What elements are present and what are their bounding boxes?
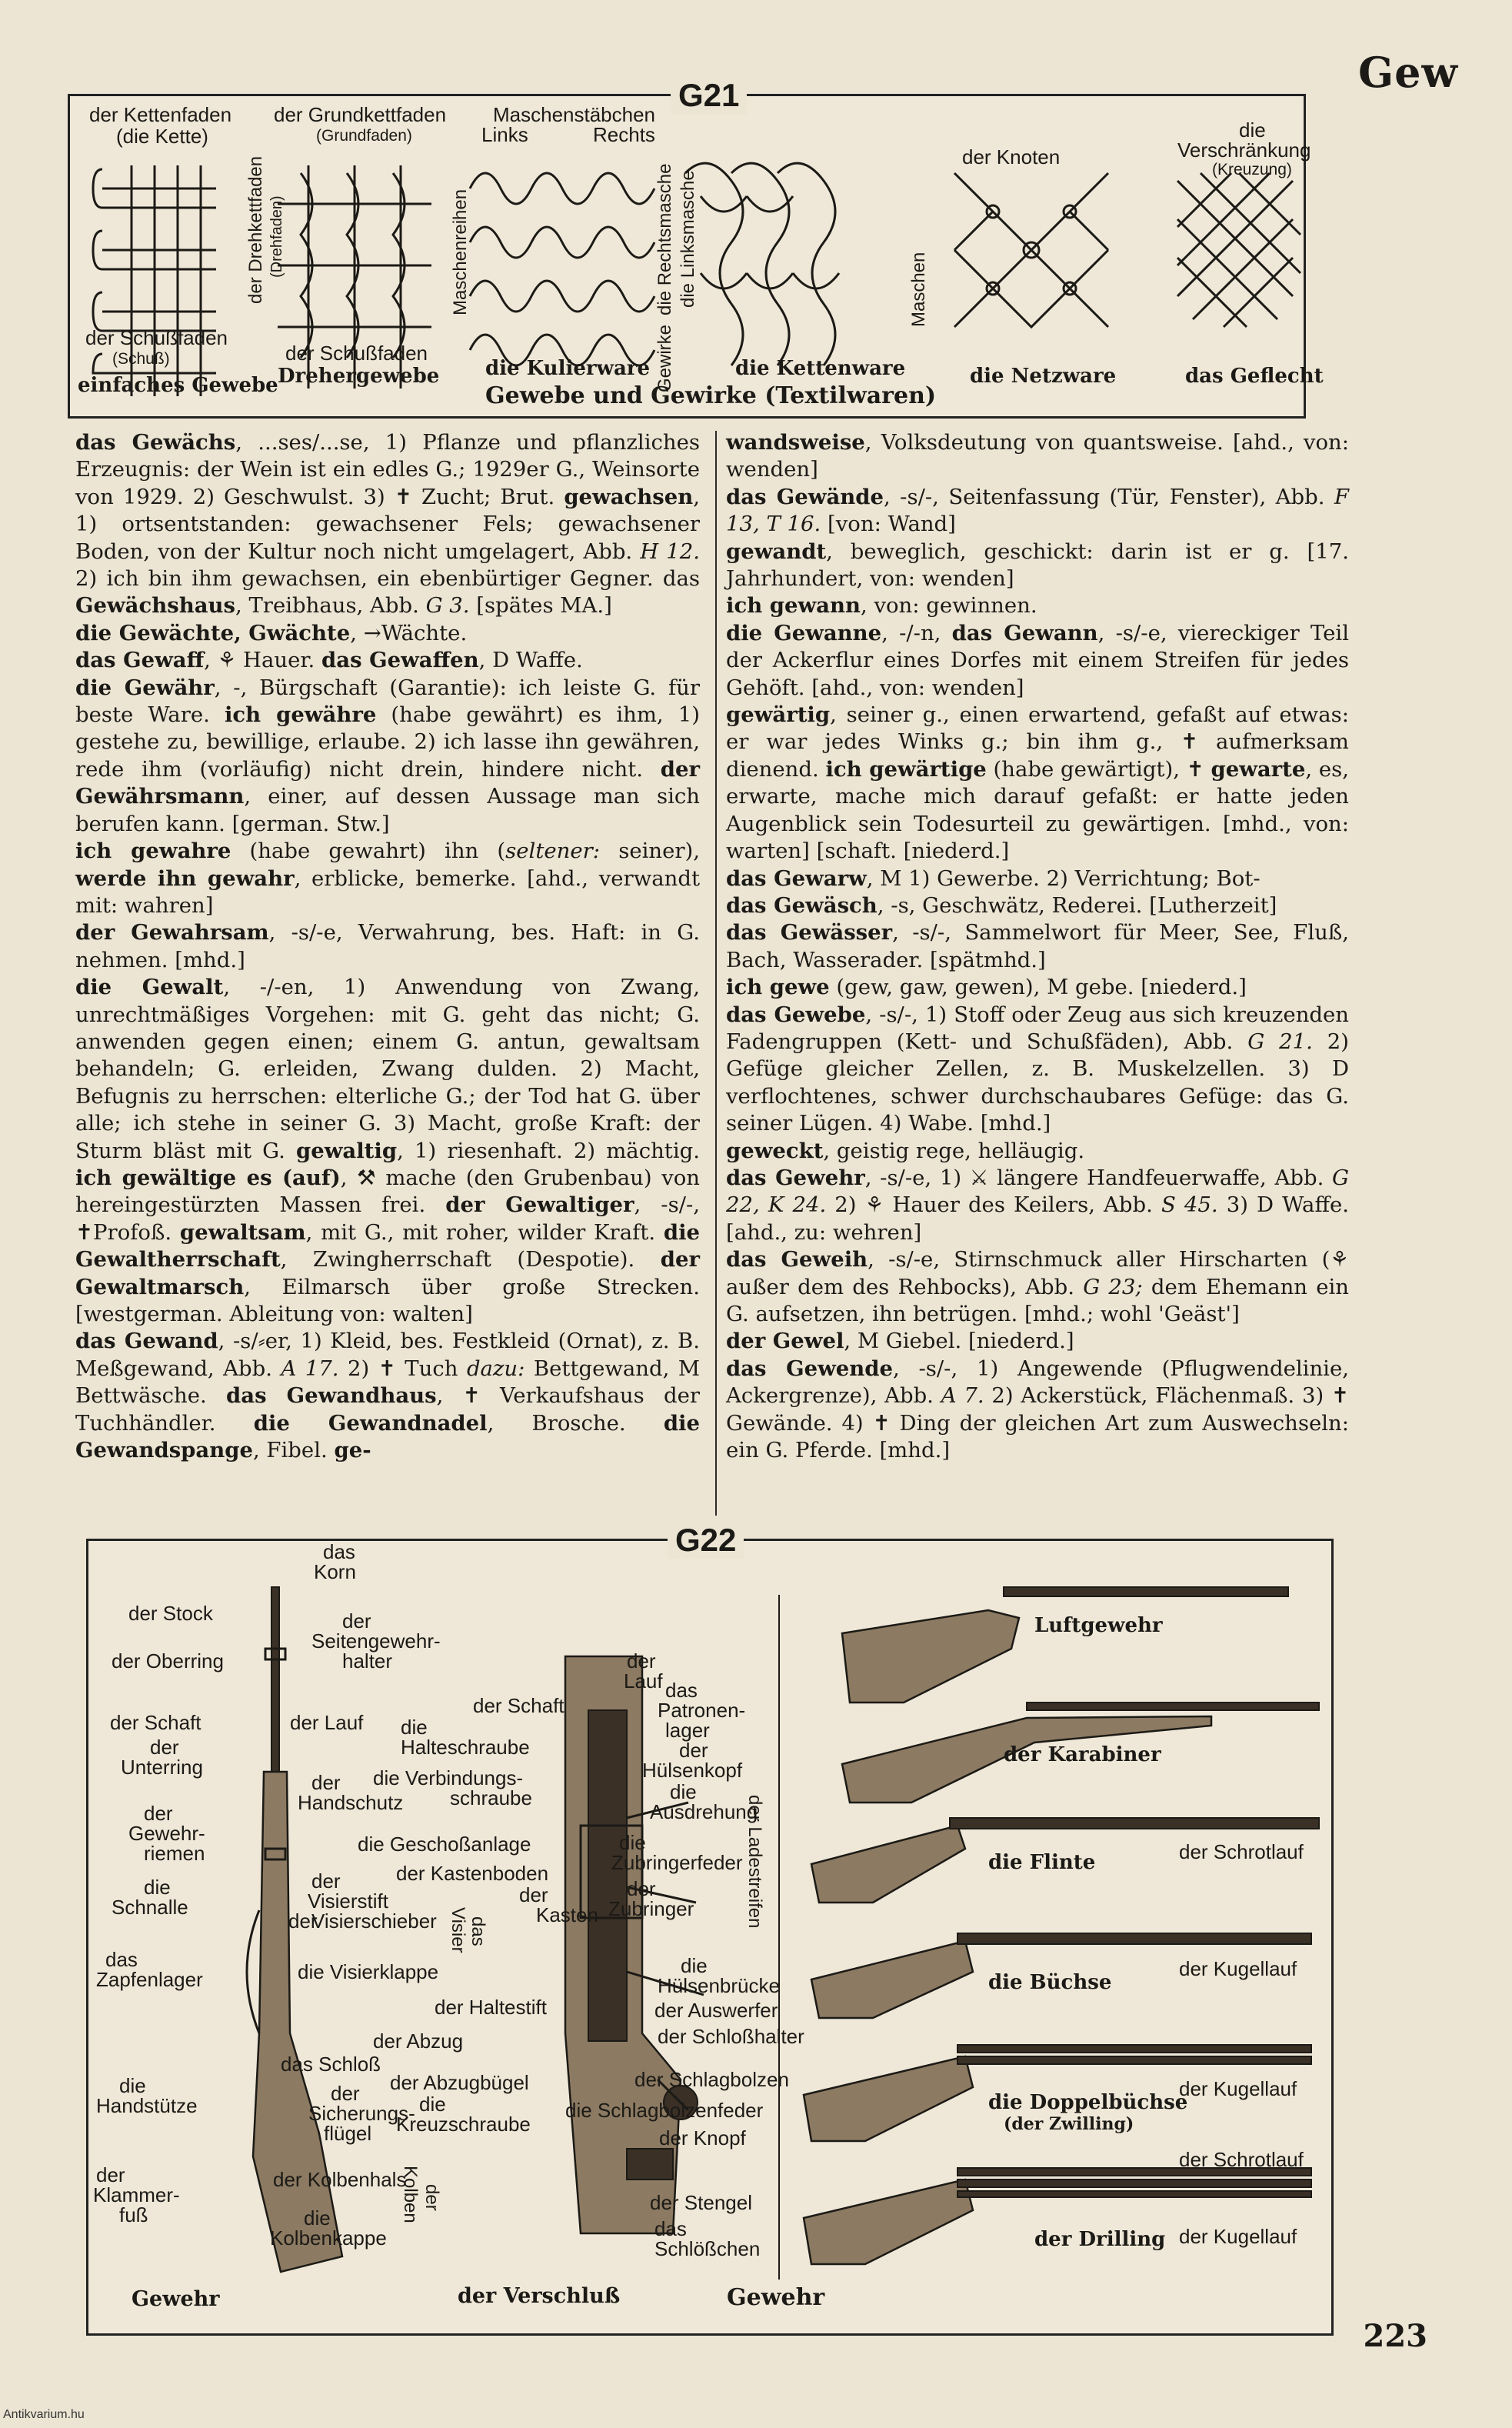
label-schlagbolzenfeder: die Schlagbolzenfeder [565,2099,764,2122]
label-handschutz-2: Handschutz [298,1791,404,1814]
label-kolben-1: der [421,2184,442,2211]
label-schussfaden1: der Schußfaden [85,326,228,349]
label-rechts: Rechts [593,123,655,146]
geflecht-drawing [1177,173,1301,327]
label-seitengewehrhalter-3: halter [342,1649,393,1673]
g22-caption-verschluss: der Verschluß [458,2284,621,2308]
entry-gewaesch: das Gewäsch, -s, Geschwätz, Rederei. [Lutherzeit] [726,892,1277,918]
entry-gewel: der Gewel, M Giebel. [niederd.] [726,1329,1074,1354]
column-divider [715,431,717,1516]
label-kolbenhals: der Kolbenhals [273,2168,407,2191]
g22-illustrations [88,1541,1336,2338]
label-klammerfuss-2: Klammer- [93,2183,180,2206]
label-schloesschen-2: Schlößchen [654,2237,761,2260]
entry-gewende: das Gewende, -s/-, 1) Angewende (Pflugwendelinie, Ackergrenze), Abb. A 7. 2) Ackerstück, Flächenmaß. 3) ✝ Gewände. 4) ✝ Ding der gleichen Art zum Auswechseln: ein G. Pferde. [mhd.] [726,1356,1349,1463]
label-gewirke: Gewirke [654,324,675,392]
entry-geweih: das Geweih, -s/-e, Stirnschmuck aller Hirscharten (⚘ außer dem des Rehbocks), Abb. G 23; dem Ehemann ein G. aufsetzen, ihn betrügen. [mhd.; wohl 'Geäst'] [726,1247,1350,1326]
label-zapfenlager-2: Zapfenlager [96,1968,203,1991]
label-linksmasche: die Linksmasche [678,170,698,308]
label-haltestift: der Haltestift [435,1996,547,2019]
label-kastenboden: der Kastenboden [396,1862,549,1885]
label-kugellauf-3: der Kugellauf [1179,2225,1297,2248]
label-drehergewebe: Drehergewebe [278,365,440,388]
label-huelsenbruecke-2: Hülsenbrücke [658,1974,780,1997]
entry-gewand: das Gewand, -s/⸗er, 1) Kleid, bes. Festkleid (Ornat), z. B. Meßgewand, Abb. A 17. 2) ✝ Tuch dazu: Bettgewand, M Bettwäsche. das Gewandhaus, ✝ Verkaufshaus der Tuchhändler. die Gewandnadel, Brosche. die Gewandspange, Fibel. ge- [75,1329,700,1463]
label-kolbenkappe-2: Kolbenkappe [270,2226,387,2250]
label-oberring: der Oberring [112,1649,224,1673]
label-korn-2: Korn [314,1560,356,1583]
entry-gewehr: das Gewehr, -s/-e, 1) ⚔ längere Handfeuerwaffe, Abb. G 22, K 24. 2) ⚘ Hauer des Keilers, Abb. S 45. 3) D Waffe. [ahd., zu: wehren] [726,1165,1350,1245]
label-visierstift-2: Visierstift [308,1889,388,1913]
label-ausdrehung-1: die [670,1780,697,1803]
label-patronenlager-1: das [665,1679,698,1702]
label-grundfaden: (Grundfaden) [316,127,412,145]
label-zubringerfeder-2: Zubringerfeder [611,1851,743,1874]
label-maschenreihen: Maschenreihen [450,188,471,315]
entry-gewaechs: das Gewächs, ...ses/...se, 1) Pflanze und pflanzliches Erzeugnis: der Wein ist ein edles G.; 1929er G., Weinsorte von 1929. 2) Geschwulst. 3) ✝ Zucht; Brut. gewachsen, 1) ortsentstanden: gewachsener Fels; gewachsener Boden, von der Kultur noch nicht umgelagert, Abb. H 12. 2) ich bin ihm gewachsen, ein ebenbürtiger Gegner. das Gewächshaus, Treibhaus, Abb. G 3. [spätes MA.] [75,430,700,619]
label-huelsenkopf-1: der [679,1739,708,1762]
label-patronenlager-3: lager [665,1719,710,1742]
label-unterring-2: Unterring [121,1756,203,1779]
label-geschossanlage: die Geschoßanlage [358,1833,531,1856]
label-zwilling: (der Zwilling) [1004,2114,1134,2134]
g22-caption-gewehr-left: Gewehr [132,2287,220,2311]
label-einfaches-gewebe: einfaches Gewebe [78,374,278,397]
page-number: 223 [1363,2318,1427,2354]
label-drehkettfaden: der Drehkettfaden [245,155,266,304]
label-zubringerfeder-1: die [619,1831,646,1854]
label-auswerfer: der Auswerfer [654,1999,778,2022]
label-lauf-m-1: der [627,1649,656,1673]
label-doppelbuechse: die Doppelbüchse [988,2091,1188,2114]
label-verbindungsschraube-2: schraube [450,1786,532,1809]
label-halteschraube-1: die [401,1716,428,1739]
label-verschraenkung-1: die [1239,118,1266,142]
label-schloesschen-1: das [654,2217,687,2240]
label-sicherungsfluegel-1: der [331,2082,360,2105]
label-ladestreifen: der Ladestreifen [744,1795,765,1929]
left-column [75,429,700,1464]
label-knoten: der Knoten [962,145,1061,168]
label-seitengewehrhalter-1: der [342,1609,371,1633]
label-sicherungsfluegel-2: Sicherungs- [308,2102,415,2125]
label-gewehrriemen-2: Gewehr- [128,1822,205,1845]
label-drehfaden: (Drehfaden) [268,195,285,278]
entry-gewaehr: die Gewähr, -, Bürgschaft (Garantie): ich leiste G. für beste Ware. ich gewähre (habe gewährt) es ihm, 1) gestehe zu, bewillige, erlaube. 2) ich lasse ihn gewähren, rede ihm (vorläufig) nicht drein, hindere nicht. der Gewährsmann, einer, auf dessen Aussage man sich berufen kann. [german. Stw.] [75,675,700,836]
entry-gewe: ich gewe (gew, gaw, gewen), M gebe. [niederd.] [726,975,1247,1000]
label-visierschieber-2: Visierschieber [311,1909,437,1933]
label-abzugbuegel: der Abzugbügel [390,2071,529,2094]
label-huelsenkopf-2: Hülsenkopf [642,1759,743,1782]
label-schaft-l: der Schaft [110,1711,201,1734]
label-zubringer-1: der [627,1877,656,1900]
label-schrotlauf-1: der Schrotlauf [1179,1840,1304,1863]
label-kasten-2: Kasten [536,1903,598,1926]
entry-gewaff: das Gewaff, ⚘ Hauer. das Gewaffen, D Waffe. [75,648,583,673]
label-verbindungsschraube-1: die Verbindungs- [373,1766,524,1789]
figure-g22 [86,1539,1334,2336]
label-kreuzung: (Kreuzung) [1212,161,1292,178]
label-ausdrehung-2: Ausdrehung [650,1800,758,1823]
label-lauf-m-2: Lauf [624,1669,663,1693]
entry-gewaesser: das Gewässer, -s/-, Sammelwort für Meer, See, Fluß, Bach, Wasserader. [spätmhd.] [726,920,1349,972]
label-kreuzschraube-1: die [419,2093,446,2116]
figure-g21-tag: G21 [671,77,747,114]
label-lauf-l: der Lauf [290,1711,364,1734]
label-gewehrriemen-1: der [144,1802,173,1825]
label-kolbenkappe-1: die [304,2206,331,2230]
label-stock: der Stock [128,1602,213,1625]
label-kettenware: die Kettenware [735,357,906,380]
kettenware-drawing [685,163,839,365]
label-schnalle-2: Schnalle [112,1896,188,1919]
label-kugellauf-2: der Kugellauf [1179,2077,1297,2100]
label-unterring-1: der [150,1736,179,1759]
label-verschraenkung-2: Verschränkung [1177,138,1311,162]
label-visier-1: das [468,1916,488,1946]
label-schrotlauf-2: der Schrotlauf [1179,2148,1304,2171]
label-kugellauf-1: der Kugellauf [1179,1957,1297,1980]
entry-gewaende: das Gewände, -s/-, Seitenfassung (Tür, Fenster), Abb. F 13, T 16. [von: Wand] [726,484,1349,537]
entry-geweckt: geweckt, geistig rege, helläugig. [726,1138,1085,1163]
label-grundkettfaden: der Grundkettfaden [274,103,447,126]
entry-gewahre: ich gewahre (habe gewahrt) ihn (seltener: seiner), werde ihn gewahr, erblicke, bemerke. [ahd., verwandt mit: wahren] [75,839,700,918]
entry-gewann: ich gewann, von: gewinnen. [726,593,1037,619]
g21-caption: Gewebe und Gewirke (Textilwaren) [485,382,937,409]
label-kolben-2: Kolben [400,2166,421,2223]
label-handstuetze-2: Handstütze [96,2094,198,2117]
label-stengel: der Stengel [650,2191,752,2214]
label-rechtsmasche: die Rechtsmasche [654,163,675,315]
label-zubringer-2: Zubringer [608,1897,694,1920]
label-patronenlager-2: Patronen- [658,1699,746,1722]
label-netzware: die Netzware [970,365,1117,388]
label-klammerfuss-3: fuß [119,2203,148,2226]
right-column [726,429,1349,1464]
label-schloss-l: das Schloß [281,2053,381,2076]
label-luftgewehr: Luftgewehr [1034,1614,1163,1637]
g22-caption-gewehr-right: Gewehr [727,2284,825,2311]
kulierware-drawing [470,173,654,365]
label-huelsenbruecke-1: die [681,1954,708,1977]
label-schlosshalter: der Schloßhalter [658,2025,804,2048]
label-geflecht: das Geflecht [1185,365,1324,388]
label-handstuetze-1: die [119,2074,146,2097]
label-visierschieber-1: der [288,1909,318,1933]
label-kulierware: die Kulierware [485,357,651,380]
label-seitengewehrhalter-2: Seitengewehr- [311,1629,441,1653]
label-maschen: Maschen [908,252,929,327]
label-handschutz-1: der [311,1771,341,1794]
label-korn-1: das [323,1540,355,1563]
netzware-drawing [954,173,1108,327]
label-visierklappe: die Visierklappe [298,1960,439,1983]
luftgewehr-drawing [842,1587,1288,1703]
label-kettenfaden: der Kettenfaden [89,103,232,126]
label-zapfenlager-1: das [105,1948,138,1971]
entry-gewaechte: die Gewächte, Gwächte, →Wächte. [75,620,468,645]
entry-gewebe: das Gewebe, -s/-, 1) Stoff oder Zeug aus sich kreuzenden Fadengruppen (Kett- und Schußfäden), Abb. G 21. 2) Gefüge gleicher Zellen, z. B. Muskelzellen. 3) D verflochtenes, schwer durchschaubares Gefüge: das G. seiner Lügen. 4) Wabe. [mhd.] [726,1002,1349,1136]
label-buechse: die Büchse [988,1971,1112,1994]
figure-g21 [68,94,1324,419]
label-schlagbolzen: der Schlagbolzen [634,2068,789,2091]
label-knopf: der Knopf [659,2126,746,2150]
label-abzug: der Abzug [373,2029,464,2053]
entry-gewanne: die Gewanne, -/-n, das Gewann, -s/-e, viereckiger Teil der Ackerflur eines Dorfes mit einem Streifen für jedes Gehöft. [ahd., von: wenden] [726,620,1349,700]
label-schuss: (Schuß) [112,350,170,368]
entry-gewahrsam: der Gewahrsam, -s/-e, Verwahrung, bes. Haft: in G. nehmen. [mhd.] [75,920,700,972]
label-gewehrriemen-3: riemen [144,1842,205,1865]
label-visier-2: Visier [448,1907,468,1953]
entry-gewalt: die Gewalt, -/-en, 1) Anwendung von Zwang, unrechtmäßiges Vorgehen: mit G. geht das nicht; G. anwenden gegen einen; einem G. antun, gewaltsam behandeln; G. erleiden, Zwang dulden. 2) Macht, Befugnis zu herrschen: elterliche G.; der Tod hat G. über alle; ich stehe in seiner G. 3) Macht, große Kraft: der Sturm bläst mit G. gewaltig, 1) riesenhaft. 2) mächtig. ich gewältige es (auf), ⚒ mache (den Grubenbau) von hereingestürzten Massen frei. der Gewaltiger, -s/-, ✝Profoß. gewaltsam, mit G., mit roher, wilder Kraft. die Gewaltherrschaft, Zwingherrschaft (Despotie). der Gewaltmarsch, Eilmarsch über große Strecken. [westgerman. Ableitung von: walten] [75,975,701,1326]
label-kette: (die Kette) [116,125,208,148]
label-links: Links [481,123,528,146]
label-klammerfuss-1: der [96,2163,125,2186]
entry-gewaertig: gewärtig, seiner g., einen erwartend, gefaßt auf etwas: er war jedes Winks g.; bin ihm g., ✝ aufmerksam dienend. ich gewärtige (habe gewärtigt), ✝ gewarte, es, erwarte, mache mich darauf gefaßt: er hatte jeden Augenblick sein Todesurteil zu gewärtigen. [mhd., von: warten] [schaft. [niederd.] [726,702,1349,864]
figure-g22-tag: G22 [668,1522,744,1559]
label-halteschraube-2: Halteschraube [401,1736,530,1759]
label-schussfaden2: der Schußfaden [285,342,428,365]
label-kasten-1: der [519,1883,548,1906]
entry-gewarw: das Gewarw, M 1) Gewerbe. 2) Verrichtung; Bot- [726,865,1261,891]
label-maschenstaebchen: Maschenstäbchen [493,103,656,126]
guide-word: Gew [1358,48,1458,97]
label-kreuzschraube-2: Kreuzschraube [396,2113,531,2136]
label-visierstift-1: der [311,1869,341,1893]
label-karabiner: der Karabiner [1004,1743,1161,1766]
label-flinte: die Flinte [988,1851,1096,1874]
label-sicherungsfluegel-3: flügel [324,2122,372,2145]
label-schaft-m: der Schaft [473,1694,565,1717]
watermark: Antikvarium.hu [3,2408,85,2421]
label-drilling: der Drilling [1034,2228,1166,2251]
entry-gewandsweise: wandsweise, Volksdeutung von quantsweise. [ahd., von: wenden] [726,430,1349,482]
label-schnalle-1: die [144,1876,171,1899]
entry-gewandt: gewandt, beweglich, geschickt: darin ist er g. [17. Jahrhundert, von: wenden] [726,539,1349,592]
